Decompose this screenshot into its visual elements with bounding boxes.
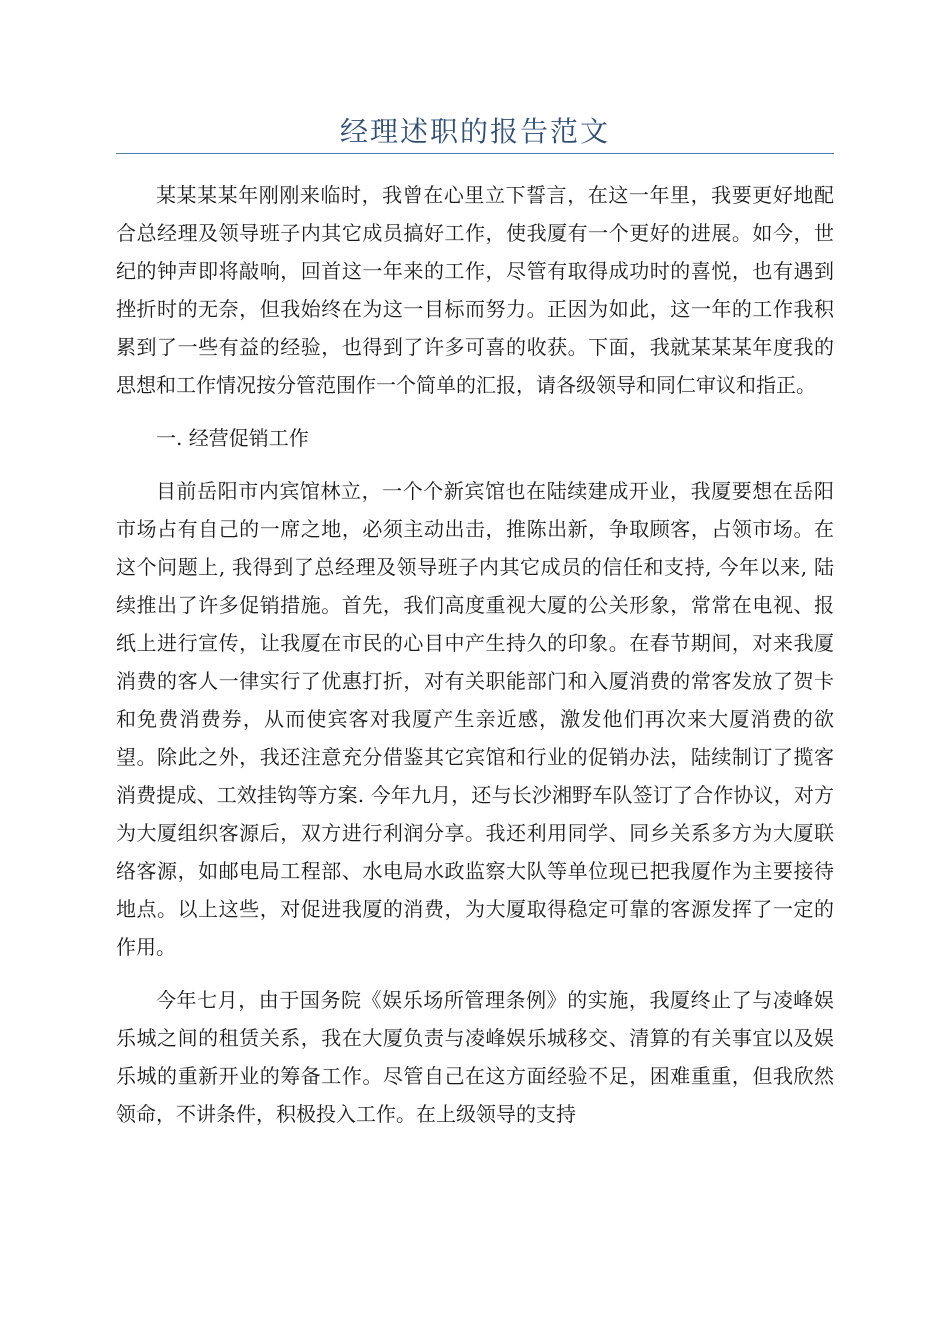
paragraph-entertainment: 今年七月，由于国务院《娱乐场所管理条例》的实施，我厦终止了与凌峰娱乐城之间的租赁关系，我在大厦负责与凌峰娱乐城移交、清算的有关事宜以及娱乐城的重新开业的筹备工作。尽管自己在这方面经验不足，困难重重，但我欣然领命，不讲条件，积极投入工作。在上级领导的支持 [116,988,834,1126]
document-title: 经理述职的报告范文 [339,115,610,148]
section-heading-marketing: 一. 经营促销工作 [156,426,309,450]
paragraph-marketing: 目前岳阳市内宾馆林立，一个个新宾馆也在陆续建成开业，我厦要想在岳阳市场占有自己的一席之地，必须主动出击，推陈出新，争取顾客，占领市场。在这个问题上, 我得到了总经理及领导班子内其它成员的信任和支持, 今年以来, 陆续推出了许多促销措施。首先，我们高度重视大厦的公关形象，常常在电视、报纸上进行宣传，让我厦在市民的心目中产生持久的印象。在春节期间，对来我厦消费的客人一律实行了优惠打折，对有关职能部门和入厦消费的常客发放了贺卡和免费消费券，从而使宾客对我厦产生亲近感，激发他们再次来大厦消费的欲望。除此之外，我还注意充分借鉴其它宾馆和行业的促销办法，陆续制订了揽客消费提成、工效挂钩等方案. 今年九月，还与长沙湘野车队签订了合作协议，对方为大厦组织客源后，双方进行利润分享。我还利用同学、同乡关系多方为大厦联络客源，如邮电局工程部、水电局水政监察大队等单位现已把我厦作为主要接待地点。以上这些，对促进我厦的消费，为大厦取得稳定可靠的客源发挥了一定的作用。 [116,479,834,959]
title-underline [116,153,834,154]
document-body [116,176,834,1148]
title-block [116,112,834,152]
paragraph-intro: 某某某某年刚刚来临时，我曾在心里立下誓言，在这一年里，我要更好地配合总经理及领导班子内其它成员搞好工作，使我厦有一个更好的进展。如今，世纪的钟声即将敲响，回首这一年来的工作，尽管有取得成功时的喜悦，也有遇到挫折时的无奈，但我始终在为这一目标而努力。正因为如此，这一年的工作我积累到了一些有益的经验，也得到了许多可喜的收获。下面，我就某某某年度我的思想和工作情况按分管范围作一个简单的汇报，请各级领导和同仁审议和指正。 [116,183,834,397]
